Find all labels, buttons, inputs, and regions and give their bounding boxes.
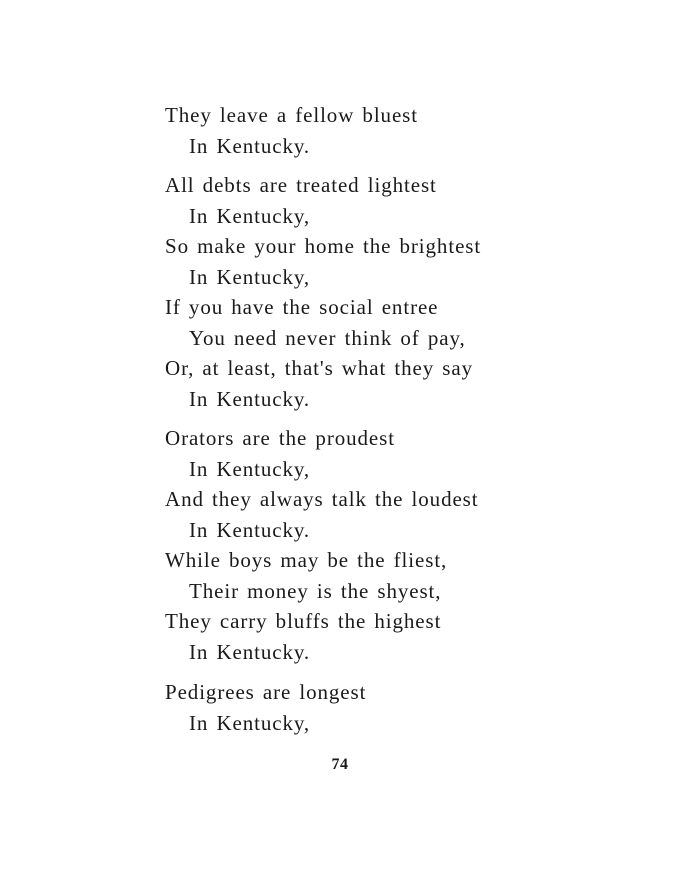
poem-line: Their money is the shyest, [189, 578, 442, 603]
poem-line-refrain: In Kentucky, [189, 203, 311, 228]
poem-line-refrain: In Kentucky. [189, 517, 311, 542]
poem-line-refrain: In Kentucky, [189, 456, 311, 481]
poem-line: Orators are the proudest [165, 426, 395, 450]
poem-line-refrain: In Kentucky, [189, 710, 311, 735]
poem-line: They carry bluffs the highest [165, 609, 442, 633]
poem-line-refrain: In Kentucky. [189, 639, 311, 664]
poem-line: If you have the social entree [165, 295, 439, 319]
stanza-2 [165, 170, 645, 414]
poem-line-refrain: In Kentucky, [189, 264, 311, 289]
poem-line-refrain: In Kentucky. [189, 133, 311, 158]
poem-line: All debts are treated lightest [165, 173, 437, 197]
poem-line: Or, at least, that's what they say [165, 356, 473, 380]
poem-line: You need never think of pay, [189, 325, 466, 350]
poem [165, 100, 645, 738]
poem-line: Pedigrees are longest [165, 680, 367, 704]
page-number: 74 [331, 756, 349, 773]
poem-line: So make your home the brightest [165, 234, 482, 258]
poem-line: And they always talk the loudest [165, 487, 479, 511]
poem-line: While boys may be the fliest, [165, 548, 448, 572]
stanza-3 [165, 423, 645, 667]
poem-line-refrain: In Kentucky. [189, 386, 311, 411]
poem-line: They leave a fellow bluest [165, 103, 418, 127]
stanza-4 [165, 677, 645, 738]
stanza-1 [165, 100, 645, 161]
